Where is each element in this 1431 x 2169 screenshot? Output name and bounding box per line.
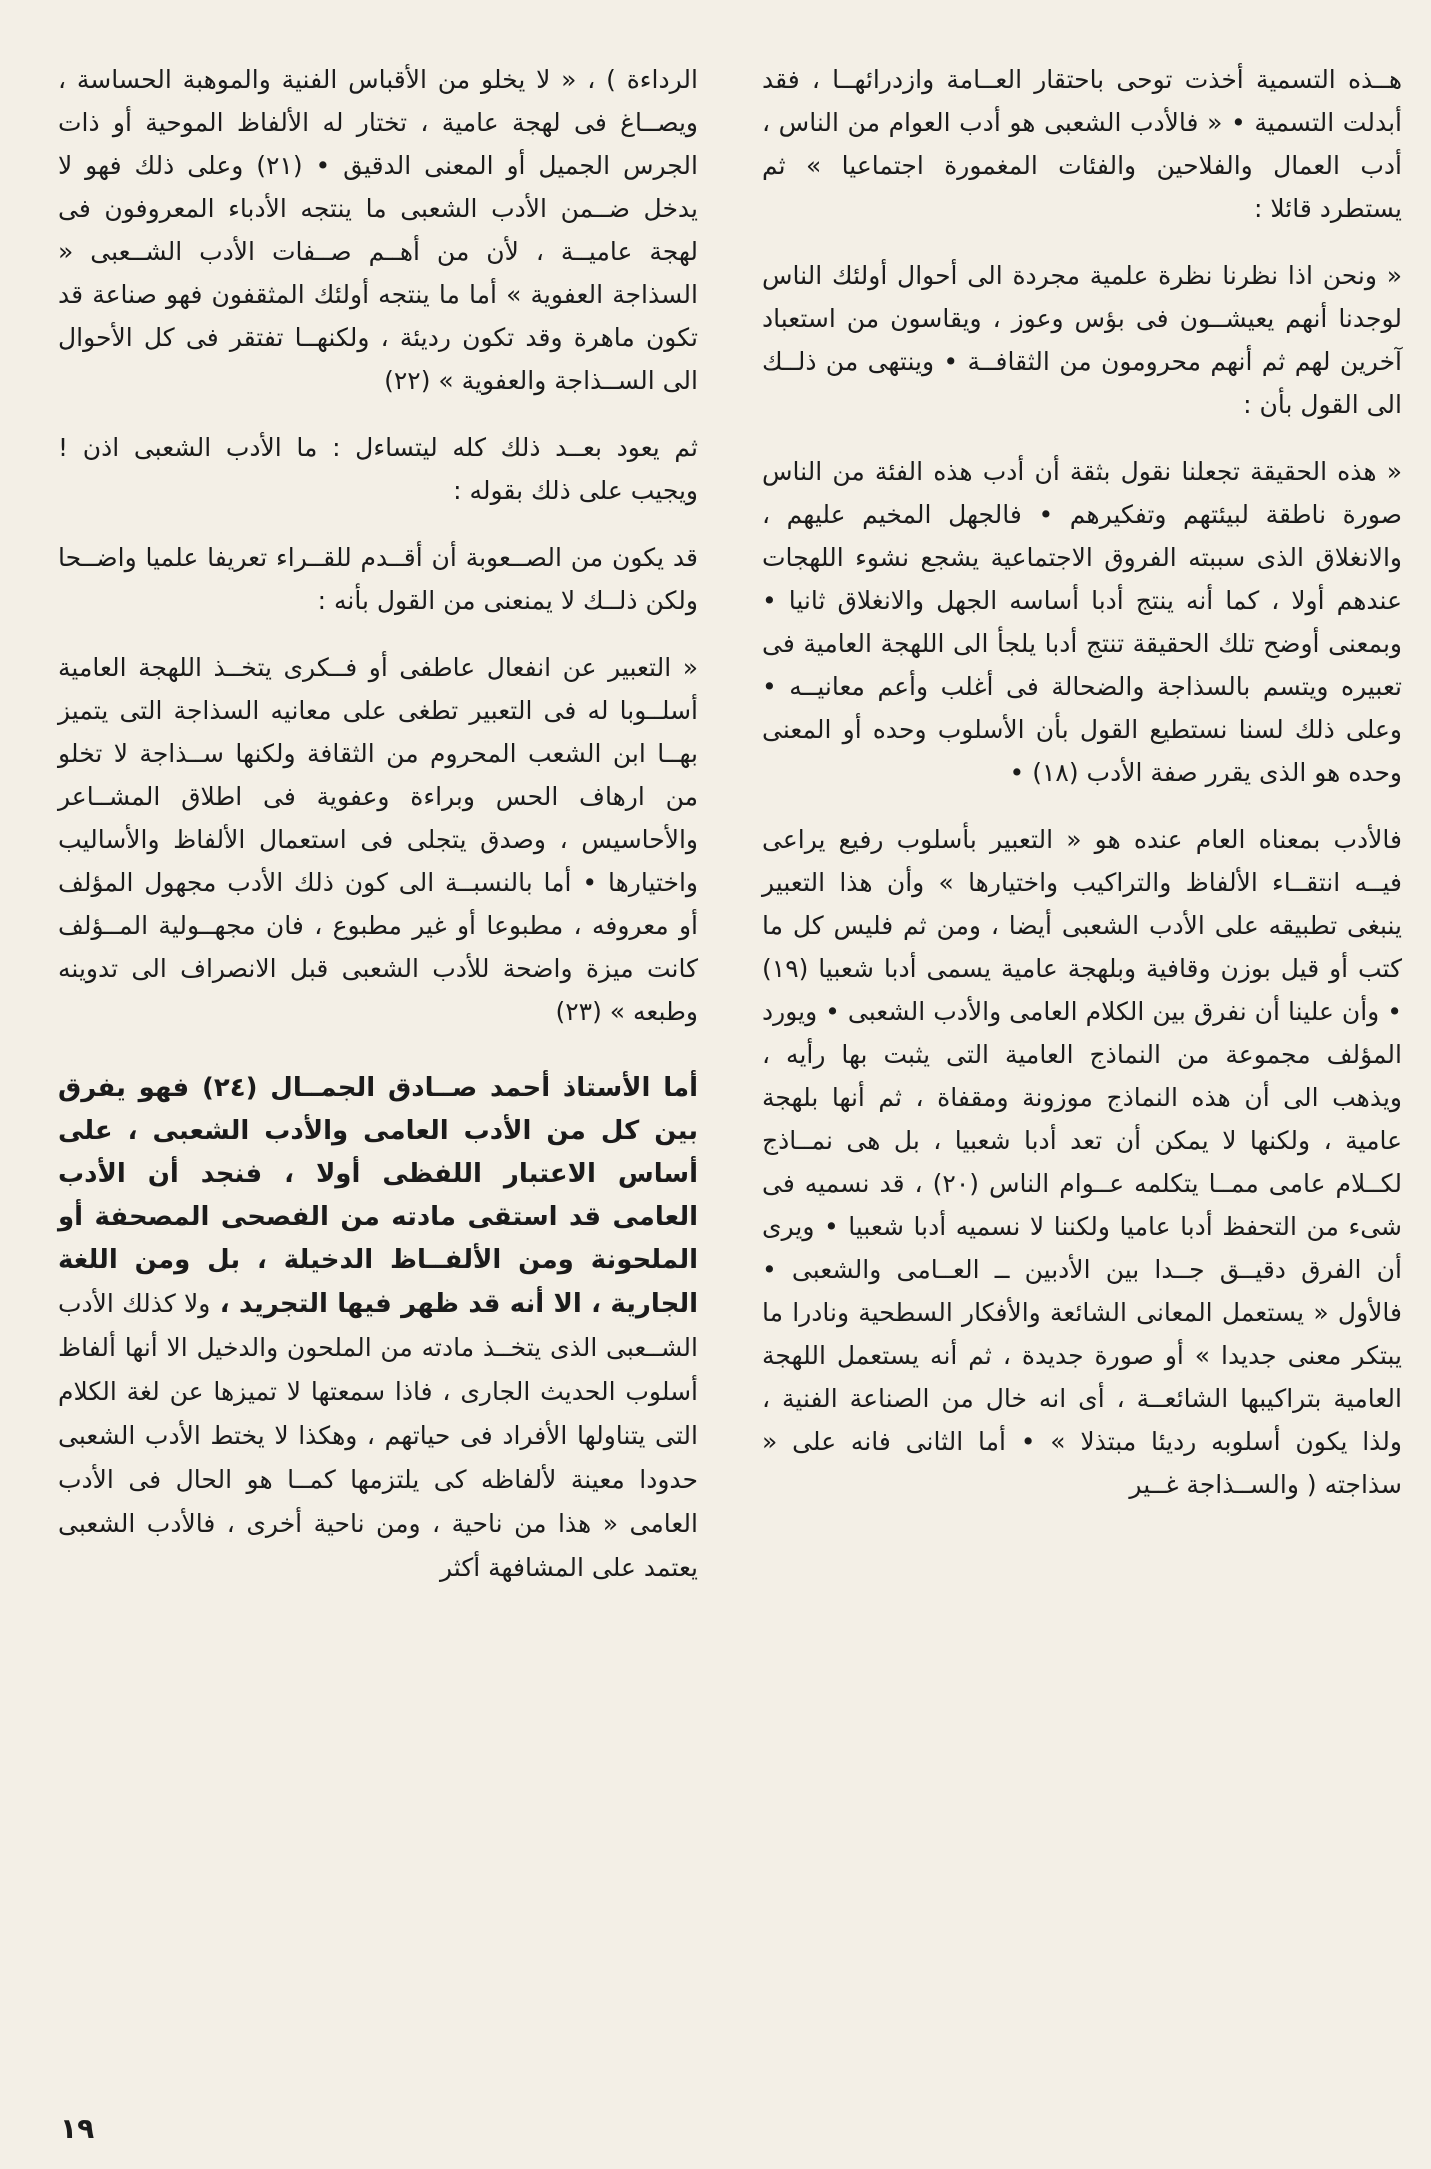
paragraph: ثم يعود بعــد ذلك كله ليتساءل : ما الأدب الشعبى اذن ! ويجيب على ذلك بقوله : — [58, 433, 698, 505]
right-column — [762, 58, 1402, 1530]
paragraph: « ونحن اذا نظرنا نظرة علمية مجردة الى أحوال أولئك الناس لوجدنا أنهم يعيشــون فى بؤس وعوز ، ويقاسون من استعباد آخرين لهم ثم أنهم محرومون من الثقافــة • وينتهى من ذلــك الى القول بأن : — [762, 261, 1402, 419]
paragraph: « هذه الحقيقة تجعلنا نقول بثقة أن أدب هذه الفئة من الناس صورة ناطقة لبيئتهم وتفكيرهم • فالجهل المخيم عليهم ، والانغلاق الذى سببته الفروق الاجتماعية يشجع نشوء اللهجات عندهم أولا ، كما أنه ينتج أدبا أساسه الجهل والانغلاق ثانيا • وبمعنى أوضح تلك الحقيقة تنتج أدبا يلجأ الى اللهجة العامية فى تعبيره ويتسم بالسذاجة والضحالة فى أغلب وأعم معانيــه • وعلى ذلك لسنا نستطيع القول بأن الأسلوب وحده أو المعنى وحده هو الذى يقرر صفة الأدب (١٨) • — [762, 457, 1402, 787]
continued-text: ولا كذلك الأدب الشــعبى الذى يتخــذ مادته من الملحون والدخيل الا أنها ألفاظ أسلوب الحديث الجارى ، فاذا سمعتها لا تميزها عن لغة الكلام التى يتناولها الأفراد فى حياتهم ، وهكذا لا يختط الأدب الشعبى حدودا معينة لألفاظه كى يلتزمها كمــا هو الحال فى الأدب العامى « هذا من ناحية ، ومن ناحية أخرى ، فالأدب الشعبى يعتمد على المشافهة أكثر — [58, 1289, 698, 1582]
paragraph: قد يكون من الصــعوبة أن أقــدم للقــراء تعريفا علميا واضــحا ولكن ذلــك لا يمنعنى من القول بأنه : — [58, 543, 698, 615]
bold-text: أما الأستاذ أحمد صــادق الجمــال (٢٤) فهو يفرق بين كل من الأدب العامى والأدب الشعبى ، على أساس الاعتبار اللفظى أولا ، فنجد أن الأدب العامى قد استقى مادته من الفصحى المصحفة أو الملحونة ومن الألفــاظ الدخيلة ، بل ومن اللغة الجارية ، الا أنه قد ظهر فيها التجريد ، — [58, 1073, 699, 1319]
paragraph: الرداءة ) ، « لا يخلو من الأقباس الفنية والموهبة الحساسة ، ويصــاغ فى لهجة عامية ، تختار له الألفاظ الموحية أو ذات الجرس الجميل أو المعنى الدقيق • (٢١) وعلى ذلك فهو لا يدخل ضــمن الأدب الشعبى ما ينتجه الأدباء المعروفون فى لهجة عاميــة ، لأن من أهــم صــفات الأدب الشــعبى « السذاجة العفوية » أما ما ينتجه أولئك المثقفون فهو صناعة قد تكون ماهرة وقد تكون رديئة ، ولكنهــا تفتقر فى كل الأحوال الى الســذاجة والعفوية » (٢٢) — [58, 65, 698, 395]
page-number: ١٩ — [60, 2112, 95, 2145]
paragraph-bold — [58, 1067, 698, 1590]
paragraph: هــذه التسمية أخذت توحى باحتقار العــامة وازدرائهــا ، فقد أبدلت التسمية • « فالأدب الشعبى هو أدب العوام من الناس ، أدب العمال والفلاحين والفئات المغمورة اجتماعيا » ثم يستطرد قائلا : — [762, 65, 1402, 223]
left-column — [58, 58, 698, 1614]
paragraph: « التعبير عن انفعال عاطفى أو فــكرى يتخــذ اللهجة العامية أسلــوبا له فى التعبير تطغى على معانيه السذاجة التى يتميز بهــا ابن الشعب المحروم من الثقافة ولكنها ســذاجة لا تخلو من ارهاف الحس وبراءة وعفوية فى اطلاق المشــاعر والأحاسيس ، وصدق يتجلى فى استعمال الألفاظ والأساليب واختيارها • أما بالنسبــة الى كون ذلك الأدب مجهول المؤلف أو معروفه ، مطبوعا أو غير مطبوع ، فان مجهــولية المــؤلف كانت ميزة واضحة للأدب الشعبى قبل الانصراف الى تدوينه وطبعه » (٢٣) — [58, 653, 698, 1026]
paragraph: فالأدب بمعناه العام عنده هو « التعبير بأسلوب رفيع يراعى فيــه انتقــاء الألفاظ والتراكيب واختيارها » وأن هذا التعبير ينبغى تطبيقه على الأدب الشعبى أيضا ، ومن ثم فليس كل ما كتب أو قيل بوزن وقافية وبلهجة عامية يسمى أدبا شعبيا (١٩) • وأن علينا أن نفرق بين الكلام العامى والأدب الشعبى • ويورد المؤلف مجموعة من النماذج العامية التى يثبت بها رأيه ، ويذهب الى أن هذه النماذج موزونة ومقفاة ، ثم أنها بلهجة عامية ، ولكنها لا يمكن أن تعد أدبا شعبيا ، بل هى نمــاذج لكــلام عامى ممــا يتكلمه عــوام الناس (٢٠) ، قد نسميه فى شىء من التحفظ أدبا عاميا ولكننا لا نسميه أدبا شعبيا • ويرى أن الفرق دقيــق جــدا بين الأدبين ــ العــامى والشعبى • فالأول « يستعمل المعانى الشائعة والأفكار السطحية ونادرا ما يبتكر معنى جديدا » أو صورة جديدة ، ثم أنه يستعمل اللهجة العامية بتراكيبها الشائعــة ، أى انه خال من الصناعة الفنية ، ولذا يكون أسلوبه رديئا مبتذلا » • أما الثانى فانه على « سذاجته ( والســذاجة غــير — [762, 825, 1402, 1499]
